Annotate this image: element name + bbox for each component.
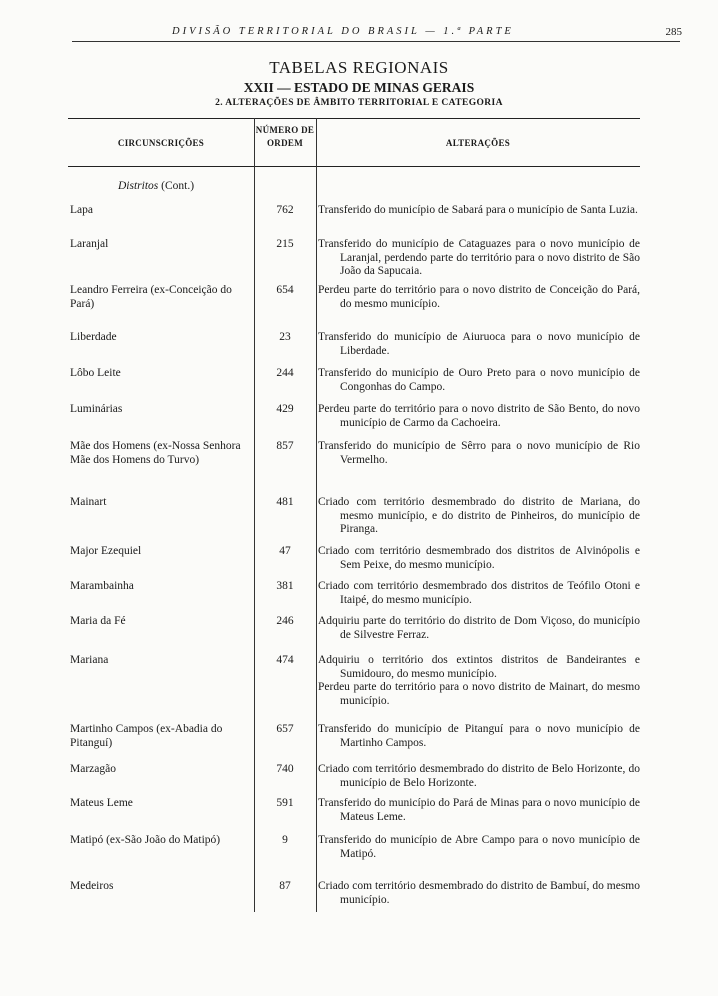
- row-numero-de-ordem: 246: [276, 615, 294, 627]
- row-alteracoes: [318, 331, 640, 358]
- row-alteracao-text: Transferido do município de Aiuruoca para o novo município de Liberdade.: [318, 331, 640, 357]
- row-circunscricao: Luminárias: [70, 403, 123, 415]
- row-circunscricao: Mateus Leme: [70, 797, 133, 809]
- row-numero-de-ordem: 657: [276, 723, 294, 735]
- row-circunscricao: Mãe dos Homens (ex-Nossa Senhora Mãe dos Homens do Turvo): [70, 440, 241, 466]
- row-alteracoes: [318, 440, 640, 467]
- row-alteracao-text: Criado com território desmembrado dos distritos de Alvinópolis e Sem Peixe, do mesmo município.: [318, 545, 640, 571]
- row-alteracoes: [318, 238, 640, 279]
- running-header: [60, 24, 688, 42]
- row-numero-de-ordem: 429: [276, 403, 294, 415]
- row-alteracoes: [318, 654, 640, 708]
- row-circunscricao: Martinho Campos (ex-Abadia do Pitanguí): [70, 723, 223, 749]
- row-alteracao-text: Perdeu parte do território para o novo distrito de Conceição do Pará, do mesmo município.: [318, 284, 640, 310]
- row-alteracao-text: Transferido do município de Sêrro para o novo município de Rio Vermelho.: [318, 440, 640, 466]
- row-alteracao-text: Perdeu parte do território para o novo distrito de São Bento, do novo município de Carmo da Cachoeira.: [318, 403, 640, 429]
- row-numero-de-ordem: 740: [276, 763, 294, 775]
- row-numero-de-ordem: 381: [276, 580, 294, 592]
- row-alteracao-text: Criado com território desmembrado dos distritos de Teófilo Otoni e Itaipé, do mesmo município.: [318, 580, 640, 606]
- row-alteracoes: [318, 797, 640, 824]
- row-circunscricao: Major Ezequiel: [70, 545, 142, 557]
- row-circunscricao: Maria da Fé: [70, 615, 126, 627]
- section-subtitle: 2. ALTERAÇÕES DE ÂMBITO TERRITORIAL E CATEGORIA: [215, 98, 503, 108]
- row-alteracoes: [318, 615, 640, 642]
- row-numero-de-ordem: 654: [276, 284, 294, 296]
- row-alteracoes: [318, 367, 640, 394]
- row-numero-de-ordem: 244: [276, 367, 294, 379]
- column-header-alteracoes: ALTERAÇÕES: [445, 138, 511, 148]
- row-alteracao-text: Transferido do município de Pitanguí para o novo município de Martinho Campos.: [318, 723, 640, 749]
- row-circunscricao: Marambainha: [70, 580, 134, 592]
- row-circunscricao: Liberdade: [70, 331, 117, 343]
- row-circunscricao: Leandro Ferreira (ex-Conceição do Pará): [70, 284, 232, 310]
- row-numero-de-ordem: 9: [282, 834, 288, 846]
- section-label-text: Distritos: [118, 180, 159, 192]
- row-numero-de-ordem: 23: [279, 331, 291, 343]
- column-header-circunscricoes: CIRCUNSCRIÇÕES: [117, 138, 205, 148]
- row-alteracoes: [318, 723, 640, 750]
- row-circunscricao: Lapa: [70, 204, 93, 216]
- row-alteracoes: [318, 834, 640, 861]
- row-circunscricao: Lôbo Leite: [70, 367, 121, 379]
- table-top-rule: [68, 118, 640, 119]
- main-title: TABELAS REGIONAIS: [269, 58, 449, 77]
- row-numero-de-ordem: 481: [276, 496, 294, 508]
- row-numero-de-ordem: 215: [276, 238, 294, 250]
- row-circunscricao: Laranjal: [70, 238, 109, 250]
- row-alteracao-text: Adquiriu o território dos extintos distritos de Bandeirantes e Sumidouro, do mesmo município.: [318, 654, 640, 680]
- row-alteracoes: [318, 403, 640, 430]
- row-numero-de-ordem: 762: [276, 204, 294, 216]
- row-alteracoes: [318, 880, 640, 907]
- row-numero-de-ordem: 47: [279, 545, 291, 557]
- table-header-rule: [68, 166, 640, 167]
- row-numero-de-ordem: 87: [279, 880, 291, 892]
- column-divider-right: [316, 118, 317, 912]
- row-alteracao-text: Criado com território desmembrado do distrito de Mariana, do mesmo município, e do distrito de Pinheiros, do município de Piranga.: [318, 496, 640, 535]
- row-alteracao-text: Transferido do município de Ouro Preto para o novo município de Congonhas do Campo.: [318, 367, 640, 393]
- row-circunscricao: Matipó (ex-São João do Matipó): [70, 834, 221, 846]
- row-alteracao-text: Transferido do município do Pará de Minas para o novo município de Mateus Leme.: [318, 797, 640, 823]
- state-title: XXII — ESTADO DE MINAS GERAIS: [243, 80, 475, 95]
- page-number: 285: [665, 26, 682, 38]
- row-numero-de-ordem: 857: [276, 440, 294, 452]
- row-alteracoes: [318, 284, 640, 311]
- row-alteracao-text: Transferido do município de Sabará para o município de Santa Luzia.: [318, 204, 638, 216]
- row-alteracao-text: Adquiriu parte do território do distrito de Dom Viçoso, do município de Silvestre Ferraz.: [318, 615, 640, 641]
- row-alteracao-text: Criado com território desmembrado do distrito de Bambuí, do mesmo município.: [318, 880, 640, 906]
- row-alteracao-text: Transferido do município de Abre Campo para o novo município de Matipó.: [318, 834, 640, 860]
- row-alteracao-text: Perdeu parte do território para o novo distrito de Mainart, do mesmo município.: [318, 681, 640, 707]
- row-alteracao-text: Transferido do município de Cataguazes para o novo município de Laranjal, perdendo parte do território para o novo distrito de São João da Sapucaia.: [318, 238, 640, 277]
- row-circunscricao: Marzagão: [70, 763, 116, 775]
- section-label-suffix: (Cont.): [161, 180, 195, 192]
- row-alteracoes: [318, 496, 640, 537]
- row-alteracoes: [318, 763, 640, 790]
- row-alteracoes: [318, 545, 640, 572]
- row-numero-de-ordem: 591: [276, 797, 294, 809]
- row-circunscricao: Medeiros: [70, 880, 114, 892]
- column-header-numero-de-ordem: NÚMERO DE ORDEM: [255, 125, 315, 148]
- row-alteracoes: [318, 204, 640, 218]
- row-circunscricao: Mainart: [70, 496, 107, 508]
- row-alteracoes: [318, 580, 640, 607]
- section-label: [118, 180, 194, 192]
- header-rule: [72, 41, 680, 42]
- row-alteracao-text: Criado com território desmembrado do distrito de Belo Horizonte, do município de Belo Horizonte.: [318, 763, 640, 789]
- running-title: DIVISÃO TERRITORIAL DO BRASIL — 1.ª PARTE: [172, 26, 514, 37]
- row-circunscricao: Mariana: [70, 654, 109, 666]
- row-numero-de-ordem: 474: [276, 654, 294, 666]
